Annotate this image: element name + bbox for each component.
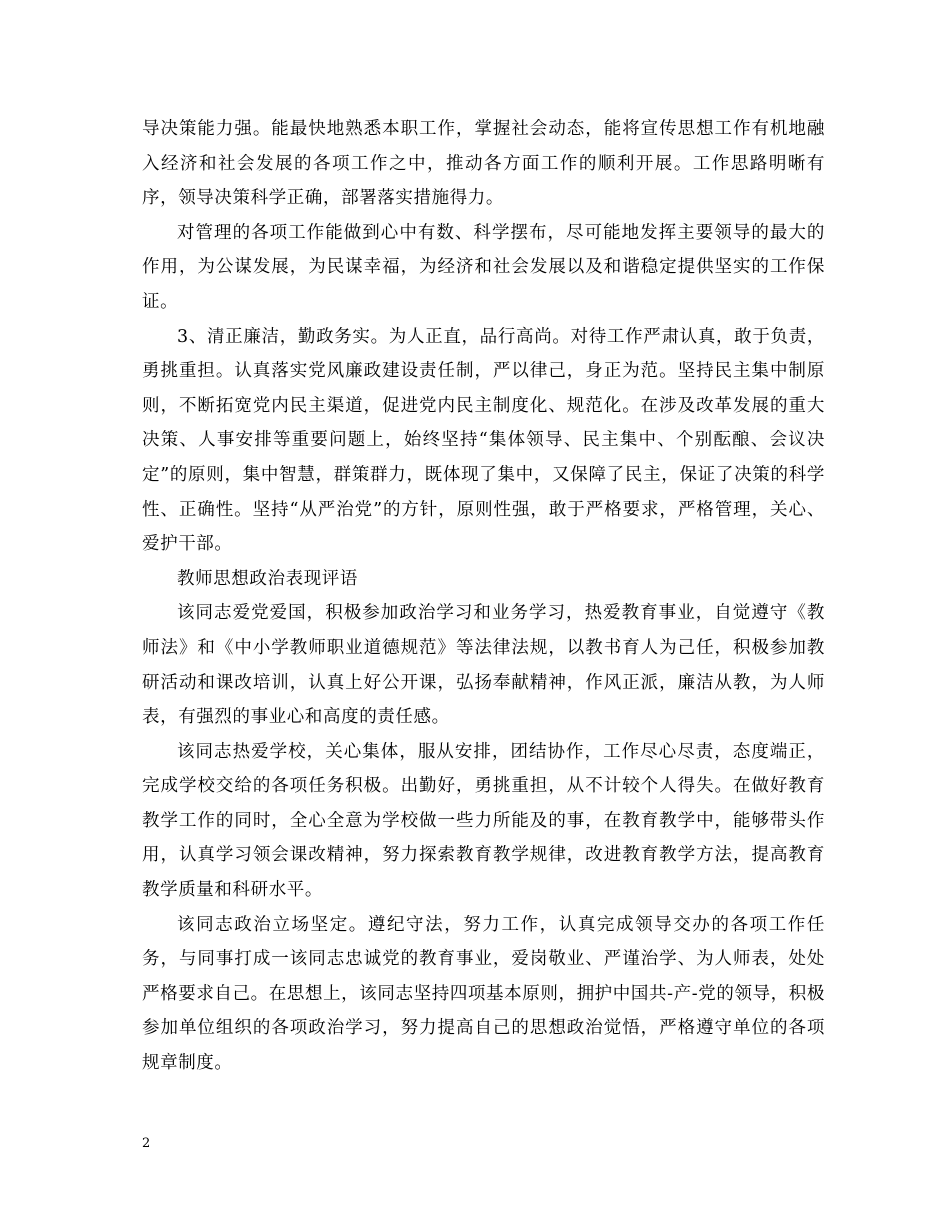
- paragraph-integrity: 3、清正廉洁，勤政务实。为人正直，品行高尚。对待工作严肃认真，敢于负责，勇挑重担。认真落实党风廉政建设责任制，严以律己，身正为范。坚持民主集中制原则，不断拓宽党内民主渠道，促进党内民主制度化、规范化。在涉及改革发展的重大决策、人事安排等重要问题上，始终坚持“集体领导、民主集中、个别酝酿、会议决定”的原则，集中智慧，群策群力，既体现了集中，又保障了民主，保证了决策的科学性、正确性。坚持“从严治党”的方针，原则性强，敢于严格要求，严格管理，关心、爱护干部。: [142, 326, 825, 555]
- paragraph-patriotism: 该同志爱党爱国，积极参加政治学习和业务学习，热爱教育事业，自觉遵守《教师法》和《中小学教师职业道德规范》等法律法规，以教书育人为己任，积极参加教研活动和课改培训，认真上好公开课，弘扬奉献精神，作风正派，廉洁从教，为人师表，有强烈的事业心和高度的责任感。: [142, 603, 825, 728]
- section-heading: 教师思想政治表现评语: [177, 568, 358, 589]
- paragraph-school-love: 该同志热爱学校，关心集体，服从安排，团结协作，工作尽心尽责，态度端正，完成学校交给的各项任务积极。出勤好，勇挑重担，从不计较个人得失。在做好教育教学工作的同时，全心全意为学校做一些力所能及的事，在教育教学中，能够带头作用，认真学习领会课改精神，努力探索教育教学规律，改进教育教学方法，提高教育教学质量和科研水平。: [142, 741, 825, 901]
- paragraph-continued: 导决策能力强。能最快地熟悉本职工作，掌握社会动态，能将宣传思想工作有机地融入经济和社会发展的各项工作之中，推动各方面工作的顺利开展。工作思路明晰有序，领导决策科学正确，部署落实措施得力。: [142, 119, 825, 209]
- paragraph-management: 对管理的各项工作能做到心中有数、科学摆布，尽可能地发挥主要领导的最大的作用，为公谋发展，为民谋幸福，为经济和社会发展以及和谐稳定提供坚实的工作保证。: [142, 222, 825, 312]
- paragraph-political-stance: 该同志政治立场坚定。遵纪守法，努力工作，认真完成领导交办的各项工作任务，与同事打成一该同志忠诚党的教育事业，爱岗敬业、严谨治学、为人师表，处处严格要求自己。在思想上，该同志坚持四项基本原则，拥护中国共-产-党的领导，积极参加单位组织的各项政治学习，努力提高自己的思想政治觉悟，严格遵守单位的各项规章制度。: [142, 914, 825, 1074]
- page-number: 2: [142, 1136, 151, 1151]
- document-body: [142, 112, 825, 1081]
